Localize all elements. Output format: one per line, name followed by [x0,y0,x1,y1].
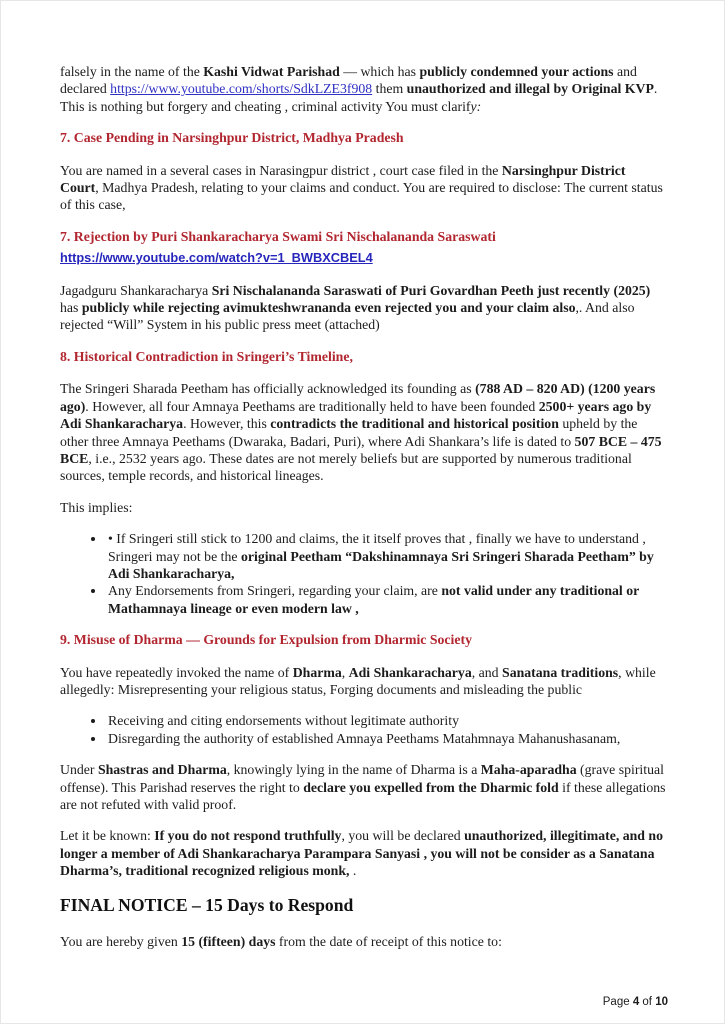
final-notice-heading [60,894,666,917]
bullet-list [60,712,666,747]
text-segment: 7. Rejection by Puri Shankaracharya Swami Sri Nischalananda Saraswati [60,228,496,244]
text-segment: has [60,300,82,316]
text-segment: 8. Historical Contradiction in Sringeri’s Timeline, [60,348,353,364]
text-segment: falsely in the name of the [60,64,204,79]
text-segment: 7. Case Pending in Narsinghpur District, Madhya Pradesh [60,130,404,146]
text-segment: If you do not respond truthfully [154,828,342,844]
text-segment: publicly while rejecting avimukteshwrananda even rejected you and your claim also [81,300,576,316]
text-segment: Let it be known: [60,828,155,844]
paragraph [60,380,666,484]
paragraph [60,761,666,813]
text-segment: The Sringeri Sharada Peetham has officially acknowledged its founding as [60,381,476,397]
bullet-list [60,530,666,617]
text-segment: , Madhya Pradesh, relating to your claims and conduct. You are required to disclose: The current status of this case, [60,180,663,213]
hyperlink[interactable]: https://www.youtube.com/watch?v=1_BWBXCBEL4 [60,250,373,266]
text-segment: 9. Misuse of Dharma — Grounds for Expulsion from Dharmic Society [60,632,472,648]
text-segment: Under [60,762,98,778]
section-heading [60,228,666,245]
text-segment: Jagadguru Shankaracharya [60,282,212,298]
link-line [60,249,666,266]
paragraph [60,933,666,950]
bullet-item [106,582,666,617]
section-heading [60,129,666,146]
text-segment: 507 BCE – 475 BCE [60,433,662,466]
text-segment: them [372,81,407,97]
bullet-item [106,712,666,729]
text-segment: Receiving and citing endorsements without legitimate authority [108,713,459,729]
paragraph [60,827,666,879]
text-segment: , [341,664,349,680]
text-segment: Dharma [292,664,342,680]
paragraph [60,499,666,516]
text-segment: Disregarding the authority of established Amnaya Peethams Matahmnaya Mahanushasanam, [108,730,621,746]
text-segment: . [349,863,357,879]
footer-of-label: of [639,996,656,1008]
text-segment: — which has [339,64,420,79]
text-segment: 15 (fifteen) days [181,933,276,949]
text-segment: You are named in a several cases in Narasingpur district , court case filed in the [60,162,502,178]
text-segment: if these allegations are not refuted with valid proof. [60,779,666,812]
bullet-item [106,730,666,747]
text-segment: Shastras and Dharma [97,762,227,778]
text-segment: , while allegedly: Misrepresenting your religious status, Forging documents and misleading the public [60,664,656,697]
text-segment: Kashi Vidwat Parishad [203,64,340,79]
text-segment: unauthorized, illegitimate, and no longer a member of Adi Shankaracharya Parampara Sanyasi , you will not be consider as a Sanatana Dharma’s, traditional recognized religious monk, [60,828,663,879]
text-segment: ,. And also rejected “Will” System in his public press meet (attached) [60,300,635,333]
section-heading [60,631,666,648]
text-segment: (grave spiritual offense). This Parishad reserves the right to [60,762,664,795]
footer-total-pages: 10 [655,996,668,1008]
text-segment: contradicts the traditional and historical position [270,416,559,432]
text-segment: You have repeatedly invoked the name of [60,664,293,680]
text-segment: • If Sringeri still stick to 1200 and claims, the it itself proves that , finally we have to understand , Sringeri may not be the [108,531,646,564]
text-segment: FINAL NOTICE – 15 Days to Respond [60,894,354,915]
text-segment: . However, this [183,416,271,432]
text-segment: not valid under any traditional or Mathamnaya lineage or even modern law , [108,583,639,616]
text-segment: . However, all four Amnaya Peethams are traditionally held to have been founded [85,398,539,414]
text-segment: , you will be declared [341,828,465,844]
bullet-item [106,530,666,582]
text-segment: original Peetham “Dakshinamnaya Sri Sringeri Sharada Peetham” by Adi Shankaracharya, [108,548,654,581]
section-heading [60,348,666,365]
paragraph [60,282,666,334]
text-segment: upheld by the other three Amnaya Peethams (Dwaraka, Badari, Puri), where Adi Shankara’s life is dated to [60,416,638,449]
text-segment: publicly condemned your actions [419,64,614,79]
text-segment: Sri Nischalananda Saraswati of Puri Govardhan Peeth just recently (2025) [211,282,651,298]
document-body [60,63,666,964]
paragraph [60,63,666,115]
page-footer [603,996,668,1008]
text-segment: Narsinghpur District Court [60,162,626,196]
paragraph [60,162,666,214]
text-segment: . This is nothing but forgery and cheating , criminal activity You must clarif [60,81,658,114]
text-segment: , knowingly lying in the name of Dharma is a [226,762,481,778]
text-segment: Adi Shankaracharya [348,664,472,680]
hyperlink[interactable]: https://www.youtube.com/shorts/SdkLZE3f908 [110,81,373,97]
text-segment: Any Endorsements from Sringeri, regarding your claim, are [108,583,442,599]
text-segment: and declared [60,64,637,97]
text-segment: You are hereby given [60,933,182,949]
text-segment: , and [471,664,503,680]
footer-page-number: 4 [632,996,640,1008]
text-segment: Maha-aparadha [480,762,577,778]
text-segment: y: [470,98,482,114]
footer-page-label: Page [602,996,633,1008]
paragraph [60,664,666,699]
text-segment: unauthorized and illegal by Original KVP [406,81,654,97]
text-segment: This implies: [60,499,133,515]
text-segment: from the date of receipt of this notice to: [275,933,502,949]
text-segment: Sanatana traditions [502,664,619,680]
text-segment: declare you expelled from the Dharmic fold [303,779,559,795]
text-segment: 2500+ years ago by Adi Shankaracharya [60,398,652,432]
text-segment: , i.e., 2532 years ago. These dates are not merely beliefs but are supported by numerous traditional sources, temple records, and historical lineages. [60,450,632,484]
text-segment: (788 AD – 820 AD) (1200 years ago) [60,381,656,414]
